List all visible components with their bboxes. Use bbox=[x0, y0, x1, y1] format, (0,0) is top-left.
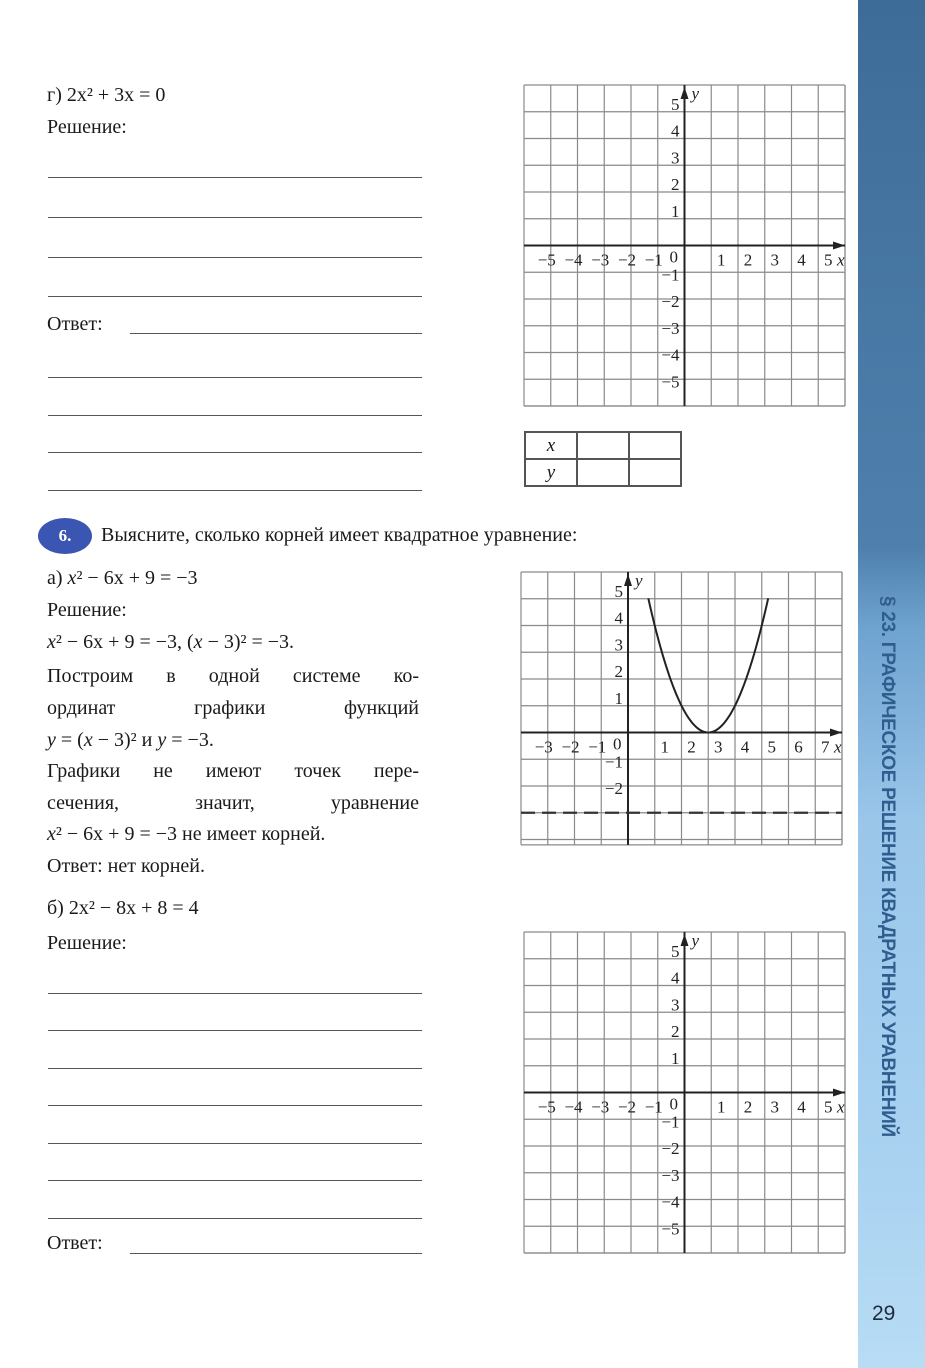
x-tick-label: 2 bbox=[743, 250, 753, 270]
y-tick-label: 3 bbox=[671, 995, 680, 1015]
x-tick-label: −2 bbox=[617, 250, 637, 270]
y-tick-label: 2 bbox=[614, 662, 623, 681]
x-tick-label: 4 bbox=[740, 737, 750, 757]
table-cell[interactable] bbox=[629, 432, 681, 459]
y-tick-label: 5 bbox=[671, 941, 680, 961]
x-tick-label: 4 bbox=[797, 250, 806, 270]
y-tick-label: 1 bbox=[671, 1048, 680, 1068]
y-tick-label: −4 bbox=[661, 1192, 680, 1212]
answer-line[interactable] bbox=[48, 452, 422, 453]
x-tick-label: 6 bbox=[794, 737, 803, 757]
x-tick-label: −4 bbox=[564, 1097, 583, 1117]
origin-label: 0 bbox=[613, 734, 622, 754]
task-g-solution-label: Решение: bbox=[47, 116, 127, 138]
solution-line: x² − 6x + 9 = −3 не имеет корней. bbox=[47, 823, 326, 845]
y-tick-label: −5 bbox=[661, 1219, 680, 1239]
y-tick-label: 2 bbox=[671, 1022, 680, 1041]
y-tick-label: −3 bbox=[661, 1165, 680, 1185]
y-tick-label: −2 bbox=[661, 1139, 680, 1158]
y-tick-label: −3 bbox=[661, 318, 680, 338]
x-tick-label: 5 bbox=[824, 250, 833, 270]
x-axis-label: x bbox=[837, 1097, 845, 1117]
answer-line[interactable] bbox=[48, 257, 422, 258]
task-6-prompt: Выясните, сколько корней имеет квадратное уравнение: bbox=[101, 524, 578, 546]
y-tick-label: 1 bbox=[671, 201, 680, 221]
x-tick-label: 5 bbox=[767, 737, 776, 757]
answer-line[interactable] bbox=[48, 1105, 422, 1106]
y-tick-label: 2 bbox=[671, 175, 680, 194]
x-tick-label: −3 bbox=[591, 1097, 610, 1117]
x-tick-label: 2 bbox=[687, 737, 696, 757]
y-tick-label: 1 bbox=[614, 688, 623, 708]
y-axis-arrow-icon bbox=[681, 87, 689, 99]
y-tick-label: −1 bbox=[661, 1112, 680, 1132]
answer-line[interactable] bbox=[48, 377, 422, 378]
page-number: 29 bbox=[872, 1302, 896, 1325]
y-axis-label: y bbox=[635, 571, 643, 590]
x-tick-label: 2 bbox=[743, 1097, 753, 1117]
table-cell[interactable] bbox=[577, 459, 629, 486]
x-tick-label: −5 bbox=[537, 1097, 556, 1117]
answer-line[interactable] bbox=[48, 415, 422, 416]
y-tick-label: −2 bbox=[661, 292, 680, 311]
x-tick-label: 5 bbox=[824, 1097, 833, 1117]
answer-line[interactable] bbox=[48, 993, 422, 994]
solution-answer: Ответ: нет корней. bbox=[47, 855, 205, 877]
y-tick-label: −1 bbox=[604, 752, 623, 772]
x-tick-label: −1 bbox=[588, 737, 607, 757]
y-tick-label: 4 bbox=[614, 608, 623, 628]
solution-line: y = (x − 3)² и y = −3. bbox=[47, 729, 214, 751]
answer-line[interactable] bbox=[48, 1030, 422, 1031]
origin-label: 0 bbox=[669, 1094, 678, 1114]
solution-line: сечения, значит, уравнение bbox=[47, 792, 419, 814]
y-tick-label: −4 bbox=[661, 345, 680, 365]
y-tick-label: −5 bbox=[661, 372, 680, 392]
solution-line: x² − 6x + 9 = −3, (x − 3)² = −3. bbox=[47, 631, 295, 653]
y-tick-label: 4 bbox=[671, 121, 680, 141]
y-axis-arrow-icon bbox=[624, 574, 632, 586]
y-tick-label: −2 bbox=[604, 779, 623, 798]
y-tick-label: 3 bbox=[671, 148, 680, 168]
answer-line[interactable] bbox=[48, 1068, 422, 1069]
x-tick-label: −4 bbox=[564, 250, 583, 270]
task-6b-solution-label: Решение: bbox=[47, 932, 127, 954]
x-tick-label: 7 bbox=[821, 737, 830, 757]
y-tick-label: −1 bbox=[661, 265, 680, 285]
table-cell[interactable] bbox=[577, 432, 629, 459]
x-tick-label: 3 bbox=[770, 250, 779, 270]
answer-line[interactable] bbox=[48, 177, 422, 178]
coordinate-grid-b[interactable] bbox=[524, 932, 845, 1253]
task-6a-equation: а) x² − 6x + 9 = −3 bbox=[47, 567, 198, 589]
solution-line: Построим в одной системе ко- bbox=[47, 665, 419, 687]
table-header-x: x bbox=[525, 432, 577, 459]
coordinate-grid-g[interactable] bbox=[524, 85, 845, 406]
task-6b-equation: б) 2x² − 8x + 8 = 4 bbox=[47, 897, 199, 919]
y-axis-label: y bbox=[691, 931, 700, 950]
answer-line[interactable] bbox=[48, 490, 422, 491]
answer-line[interactable] bbox=[48, 1218, 422, 1219]
y-tick-label: 5 bbox=[671, 94, 680, 114]
x-axis-arrow-icon bbox=[830, 729, 842, 737]
task-g-answer-label: Ответ: bbox=[47, 313, 103, 335]
x-axis-label: x bbox=[837, 250, 845, 270]
solution-line: Графики не имеют точек пере- bbox=[47, 760, 419, 782]
table-cell[interactable] bbox=[629, 459, 681, 486]
answer-field[interactable] bbox=[130, 1253, 422, 1254]
y-tick-label: 3 bbox=[614, 635, 623, 655]
answer-line[interactable] bbox=[48, 296, 422, 297]
answer-field[interactable] bbox=[130, 333, 422, 334]
x-tick-label: 3 bbox=[770, 1097, 779, 1117]
y-axis-arrow-icon bbox=[681, 934, 689, 946]
table-header-y: y bbox=[525, 459, 577, 486]
y-tick-label: 5 bbox=[614, 581, 623, 601]
x-tick-label: −1 bbox=[644, 250, 663, 270]
task-6b-answer-label: Ответ: bbox=[47, 1232, 103, 1254]
task-6a-solution-label: Решение: bbox=[47, 599, 127, 621]
solution-line: ординат графики функций bbox=[47, 697, 419, 719]
section-title: § 23. ГРАФИЧЕСКОЕ РЕШЕНИЕ КВАДРАТНЫХ УРАВНЕНИЙ bbox=[877, 596, 898, 1137]
x-axis-arrow-icon bbox=[833, 1089, 845, 1097]
x-tick-label: 1 bbox=[717, 1097, 726, 1117]
answer-line[interactable] bbox=[48, 1180, 422, 1181]
x-tick-label: −2 bbox=[617, 1097, 637, 1117]
y-tick-label: 4 bbox=[671, 968, 680, 988]
values-table bbox=[524, 431, 682, 487]
x-tick-label: −5 bbox=[537, 250, 556, 270]
x-tick-label: 1 bbox=[660, 737, 669, 757]
y-axis-label: y bbox=[691, 84, 700, 103]
origin-label: 0 bbox=[669, 247, 678, 267]
x-tick-label: −1 bbox=[644, 1097, 663, 1117]
x-tick-label: −3 bbox=[591, 250, 610, 270]
coordinate-grid-6a bbox=[521, 572, 842, 845]
task-number-badge: 6. bbox=[38, 518, 92, 554]
task-g-equation: г) 2x² + 3x = 0 bbox=[47, 84, 166, 106]
x-tick-label: 4 bbox=[797, 1097, 806, 1117]
answer-line[interactable] bbox=[48, 217, 422, 218]
answer-line[interactable] bbox=[48, 1143, 422, 1144]
x-tick-label: 1 bbox=[717, 250, 726, 270]
x-tick-label: −3 bbox=[534, 737, 553, 757]
x-axis-label: x bbox=[834, 737, 842, 757]
x-axis-arrow-icon bbox=[833, 242, 845, 250]
x-tick-label: 3 bbox=[714, 737, 723, 757]
x-tick-label: −2 bbox=[561, 737, 580, 757]
